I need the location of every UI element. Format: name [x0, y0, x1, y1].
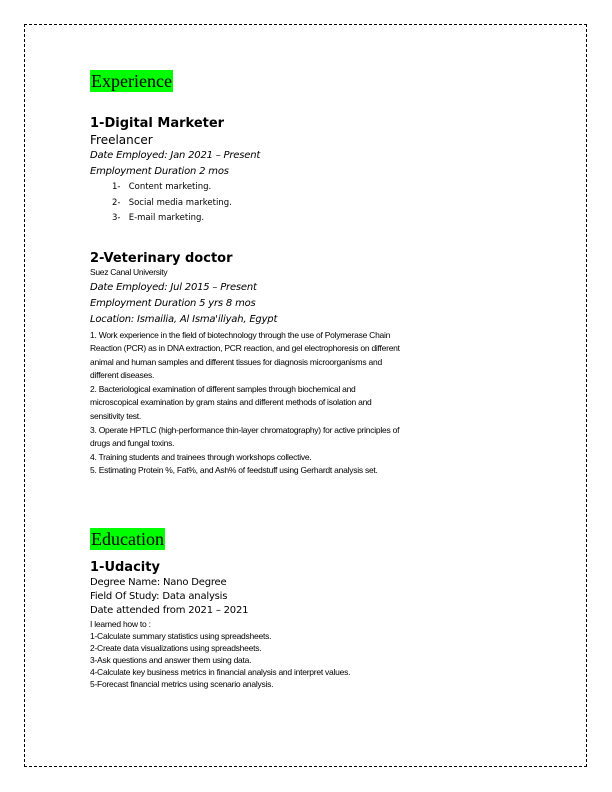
job-digital-marketer	[90, 116, 530, 227]
job-title: 2-Veterinary doctor	[90, 250, 233, 266]
list-item: 3- E-mail marketing.	[112, 213, 205, 223]
list-item: 3-Ask questions and answer them using data.	[90, 655, 252, 666]
field-of-study: Field Of Study: Data analysis	[90, 591, 228, 603]
task-list	[90, 180, 530, 227]
experience-heading: Experience	[91, 71, 172, 91]
resume-content	[90, 70, 530, 690]
job-veterinary-doctor	[90, 251, 530, 479]
job-title: 1-Digital Marketer	[90, 116, 225, 131]
job-duration: Employment Duration 2 mos	[90, 166, 229, 177]
job-description: 1. Work experience in the field of biotechnology through the use of Polymerase Chain Reaction (PCR) as in DNA extraction, PCR reaction, and gel electrophoresis on different animal and human samples and different tissues for diagnosis microorganisms and different diseases. 2. Bacteriological examination of different samples through biochemical and microscopical examination by gram stains and different methods of isolation and sensitivity test. 3. Operate HPTLC (high-performance thin-layer chromatography) for active principles of drugs and fungal toxins. 4. Training students and trainees through workshops collective. 5. Estimating Protein %, Fat%, and Ash% of feedstuff using Gerhardt analysis set.	[90, 329, 400, 476]
job-date-employed: Date Employed: Jan 2021 – Present	[90, 150, 261, 161]
job-employer: Suez Canal University	[90, 266, 168, 277]
job-employer: Freelancer	[90, 133, 153, 147]
list-item: 2- Social media marketing.	[112, 197, 232, 208]
list-item: 1- Content marketing.	[112, 182, 212, 192]
degree-name: Degree Name: Nano Degree	[90, 577, 227, 589]
school-name: 1-Udacity	[90, 560, 160, 576]
list-item: 2-Create data visualizations using spreadsheets.	[90, 643, 262, 654]
job-date-employed: Date Employed: Jul 2015 – Present	[90, 281, 257, 293]
education-heading: Education	[91, 529, 164, 550]
list-item: 4-Calculate key business metrics in financial analysis and interpret values.	[90, 667, 351, 678]
job-duration: Employment Duration 5 yrs 8 mos	[90, 297, 256, 309]
list-item: 1-Calculate summary statistics using spreadsheets.	[90, 631, 272, 642]
dates-attended: Date attended from 2021 – 2021	[90, 605, 249, 617]
education-udacity	[90, 560, 530, 690]
list-item: 5-Forecast financial metrics using scenario analysis.	[90, 679, 274, 690]
learned-intro: I learned how to :	[90, 619, 151, 630]
job-location: Location: Ismailia, Al Isma'iliyah, Egypt	[90, 313, 278, 325]
